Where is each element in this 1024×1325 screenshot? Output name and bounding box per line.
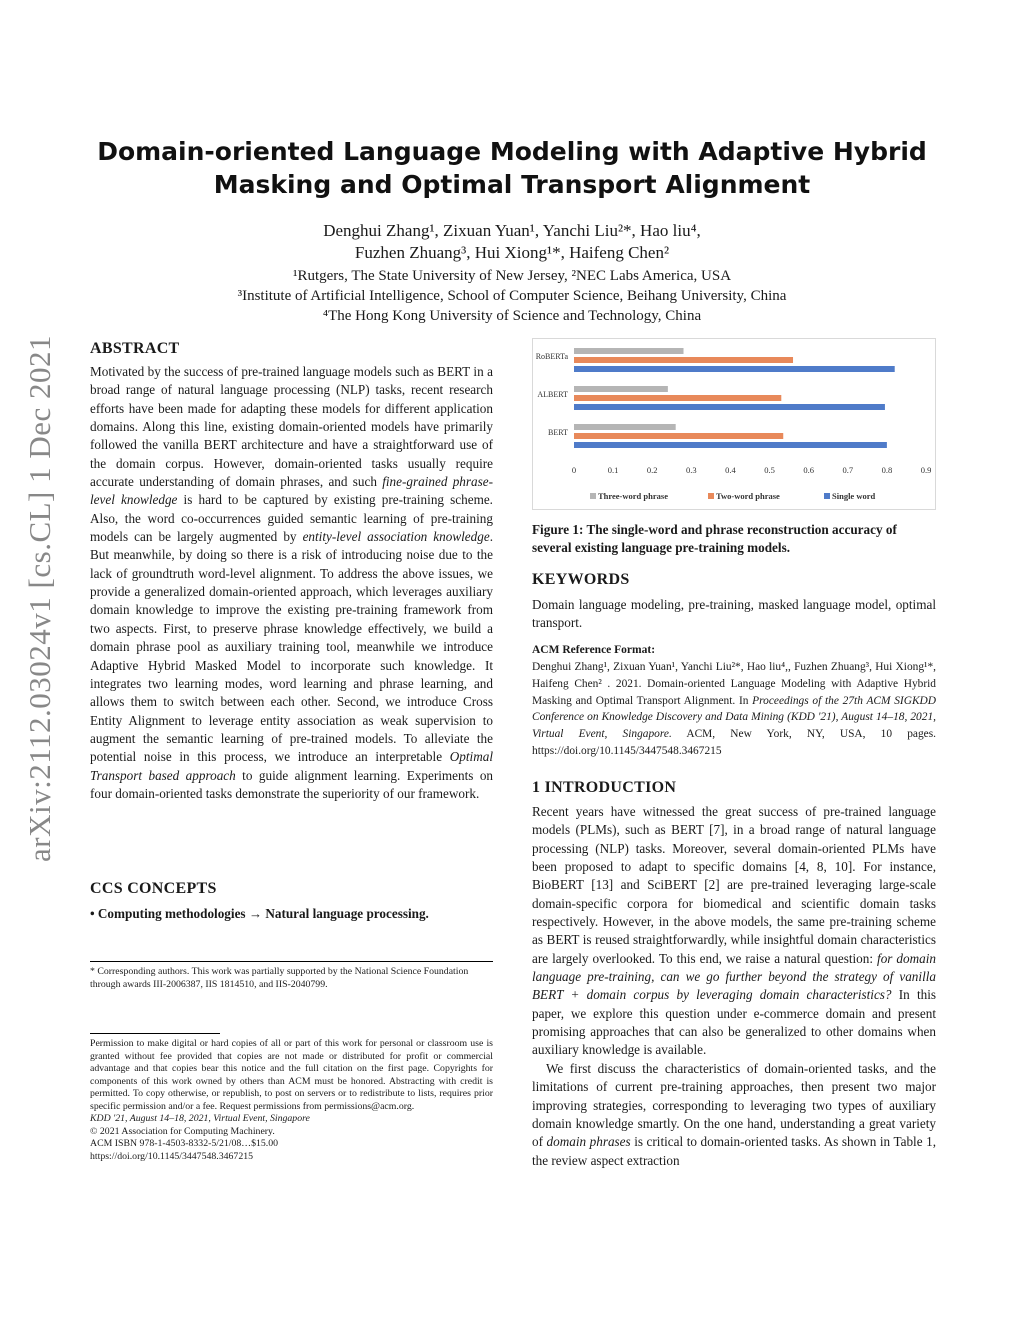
intro-paragraph-1 xyxy=(532,803,936,1060)
authors-line-2: Fuzhen Zhuang³, Hui Xiong¹*, Haifeng Chen² xyxy=(354,243,670,262)
doi-link[interactable]: https://doi.org/10.1145/3447548.3467215 xyxy=(90,1150,254,1162)
intro-text-2b: is critical to domain-oriented tasks. As shown in Table 1, the review aspect extraction xyxy=(532,1134,936,1168)
abstract-text-4: to guide alignment learning. Experiments on four domain-oriented tasks demonstrate the superiority of our framework. xyxy=(90,767,494,801)
ccs-concepts: • Computing methodologies → Natural language processing. xyxy=(90,906,429,921)
bar-roberta-series-1 xyxy=(574,357,793,363)
bar-bert-series-0 xyxy=(574,424,676,430)
acm-ref-proceedings: Proceedings of the 27th ACM SIGKDD Conference on Knowledge Discovery and Data Mining (KDD '21), August 14–18, 2021, Virtual Event, Singapore. xyxy=(532,694,936,741)
intro-question: for domain language pre-training, can we go further beyond the strategy of vanilla BERT + domain corpus by leveraging domain characteristics? xyxy=(532,950,936,1003)
bar-bert-series-1 xyxy=(574,433,783,439)
abstract-body xyxy=(90,363,493,803)
abstract-emphasis-2: entity-level association knowledge xyxy=(302,529,490,545)
bar-roberta-series-0 xyxy=(574,348,684,354)
x-tick-label: 0.5 xyxy=(764,465,775,475)
bar-roberta-series-2 xyxy=(574,366,895,372)
isbn-line: ACM ISBN 978-1-4503-8332-5/21/08…$15.00 xyxy=(90,1138,279,1149)
title-line-2: Masking and Optimal Transport Alignment xyxy=(213,170,811,199)
category-label-bert: BERT xyxy=(548,428,568,437)
acm-ref-body xyxy=(532,659,936,760)
permission-text: Permission to make digital or hard copies of all or part of this work for personal or classroom use is granted without fee provided that copies are not made or distributed for profit or commercial advantage and that copies bear this notice and the full citation on the first page. Copyrights for components of this work owned by others than ACM must be honored. Abstracting with credit is permitted. To copy otherwise, or republish, to post on servers or to redistribute to lists, requires prior specific permission and/or a fee. Request permissions from permissions@acm.org. xyxy=(90,1038,493,1112)
abstract-text-2: is hard to be captured by existing pre-training scheme. Also, the word co-occurrences guided semantic learning of pre-training models can be largely augmented by xyxy=(90,492,493,545)
intro-text-2a: We first discuss the characteristics of domain-oriented tasks, and the limitations of current pre-training approaches, then present two major improving strategies, corresponding to leveraging two types of auxiliary domain knowledge smartly. On the one hand, understanding a great variety of xyxy=(532,1060,936,1150)
abstract-text-3: . But meanwhile, by doing so there is a risk of introducing noise due to the lack of groundtruth word-level alignment. To address the above issues, we provide a generalized domain-oriented approach, which leverages auxiliary domain knowledge to improve the existing pre-training framework from two aspects. First, to preserve phrase knowledge effectively, we build a domain phrase pool as auxiliary training tool, meanwhile we introduce Adaptive Hybrid Masked Model to incorporate such knowledge. It integrates two learning modes, word learning and phrase learning, and allows them to switch between each other. Second, we introduce Cross Entity Alignment to leverage entity association as weak supervision to augment the semantic learning of pre-trained models. To alleviate the potential noise in this process, we introduce an interpretable xyxy=(90,529,494,765)
bar-albert-series-1 xyxy=(574,395,781,401)
bar-albert-series-0 xyxy=(574,386,668,392)
intro-heading: 1 INTRODUCTION xyxy=(532,779,677,796)
category-label-roberta: RoBERTa xyxy=(535,352,568,361)
author-list xyxy=(0,220,1024,264)
legend-label-1: Two-word phrase xyxy=(716,491,780,501)
bar-chart-svg xyxy=(532,338,936,510)
copyright-line: © 2021 Association for Computing Machinery. xyxy=(90,1125,275,1137)
footnote-rule xyxy=(90,961,493,962)
x-tick-label: 0.4 xyxy=(725,465,736,475)
keywords-text: Domain language modeling, pre-training, masked language model, optimal transport. xyxy=(532,597,936,631)
x-tick-label: 0.1 xyxy=(607,465,619,475)
affiliation-3: ⁴The Hong Kong University of Science and Technology, China xyxy=(322,308,702,324)
legend-label-2: Single word xyxy=(832,491,876,501)
affiliations xyxy=(0,266,1024,326)
affiliation-2: ³Institute of Artificial Intelligence, School of Computer Science, Beihang University, China xyxy=(237,288,787,304)
x-tick-label: 0.8 xyxy=(881,465,893,475)
footnote-text: * Corresponding authors. This work was partially supported by the National Science Foundation through awards III-2006387, IIS 1814510, and IIS-2040799. xyxy=(90,966,469,990)
category-label-albert: ALBERT xyxy=(537,390,568,399)
legend-swatch-2 xyxy=(824,493,830,499)
affiliation-1: ¹Rutgers, The State University of New Jersey, ²NEC Labs America, USA xyxy=(292,268,732,284)
x-tick-label: 0.2 xyxy=(646,465,658,475)
abstract-emphasis-3: Optimal Transport based approach xyxy=(90,749,493,783)
x-tick-label: 0.6 xyxy=(803,465,814,475)
acm-ref-heading: ACM Reference Format: xyxy=(532,644,656,656)
intro-paragraph-2 xyxy=(532,1060,936,1170)
permission-block xyxy=(90,1038,493,1163)
ccs-heading: CCS CONCEPTS xyxy=(90,880,217,897)
x-tick-label: 0.9 xyxy=(920,465,932,475)
keywords-heading: KEYWORDS xyxy=(532,571,630,588)
x-tick-label: 0.7 xyxy=(842,465,854,475)
abstract-text-1: Motivated by the success of pre-trained language models such as BERT in a broad range of natural language processing (NLP) tasks, recent research efforts have been made for adapting these models for different application domains. Along this line, existing domain-oriented models have primarily followed the vanilla BERT architecture and have a straightforward use of the domain corpus. However, domain-oriented tasks usually require accurate understanding of domain phrases, and such xyxy=(90,364,493,490)
permission-rule xyxy=(90,1033,220,1034)
bar-albert-series-2 xyxy=(574,404,885,410)
figure-1-chart xyxy=(532,338,936,510)
legend-swatch-1 xyxy=(708,493,714,499)
intro-text-1a: Recent years have witnessed the great success of pre-trained language models (PLMs), such as BERT [7], in a broad range of natural language processing (NLP) tasks. Moreover, several domain-oriented PLMs have been proposed to adapt to specific domains [4, 8, 10]. For instance, BioBERT [13] and SciBERT [2] are pre-trained leveraging large-scale domain-specific corpora for biomedical and scientific domain tasks respectively. However, in the above models, the same pre-training scheme as BERT is reused straightforwardly, while insightful domain characteristics are largely overlooked. To this end, we raise a natural question: xyxy=(532,804,936,966)
acm-ref-tail: ACM, New York, NY, USA, 10 pages. https://doi.org/10.1145/3447548.3467215 xyxy=(532,728,936,757)
paper-title xyxy=(0,135,1024,201)
figure-1-caption: Figure 1: The single-word and phrase reconstruction accuracy of several existing language pre-training models. xyxy=(532,522,897,555)
legend-swatch-0 xyxy=(590,493,596,499)
authors-line-1: Denghui Zhang¹, Zixuan Yuan¹, Yanchi Liu²*, Hao liu⁴, xyxy=(323,221,701,240)
acm-ref-authors: Denghui Zhang¹, Zixuan Yuan¹, Yanchi Liu²*, Hao liu⁴,, Fuzhen Zhuang³, Hui Xiong¹*, Haifeng Chen² . 2021. Domain-oriented Language Modeling with Adaptive Hybrid Masking and Optimal Transport Alignment. In xyxy=(532,661,936,707)
x-tick-label: 0 xyxy=(571,465,577,475)
legend-label-0: Three-word phrase xyxy=(598,491,668,501)
intro-domain-phrases: domain phrases xyxy=(546,1134,631,1150)
bar-bert-series-2 xyxy=(574,442,887,448)
x-tick-label: 0.3 xyxy=(686,465,697,475)
intro-body xyxy=(532,803,936,1170)
abstract-heading: ABSTRACT xyxy=(90,340,180,357)
abstract-emphasis-1: fine-grained phrase-level knowledge xyxy=(90,474,494,508)
arxiv-sidebar-id: arXiv:2112.03024v1 [cs.CL] 1 Dec 2021 xyxy=(22,334,57,862)
title-line-1: Domain-oriented Language Modeling with Adaptive Hybrid xyxy=(97,137,927,166)
venue-line: KDD '21, August 14–18, 2021, Virtual Event, Singapore xyxy=(90,1113,310,1124)
intro-text-1b: In this paper, we explore this question under e-commerce domain and present promising approaches that can also be generalized to other domains when auxiliary knowledge is available. xyxy=(532,987,937,1058)
